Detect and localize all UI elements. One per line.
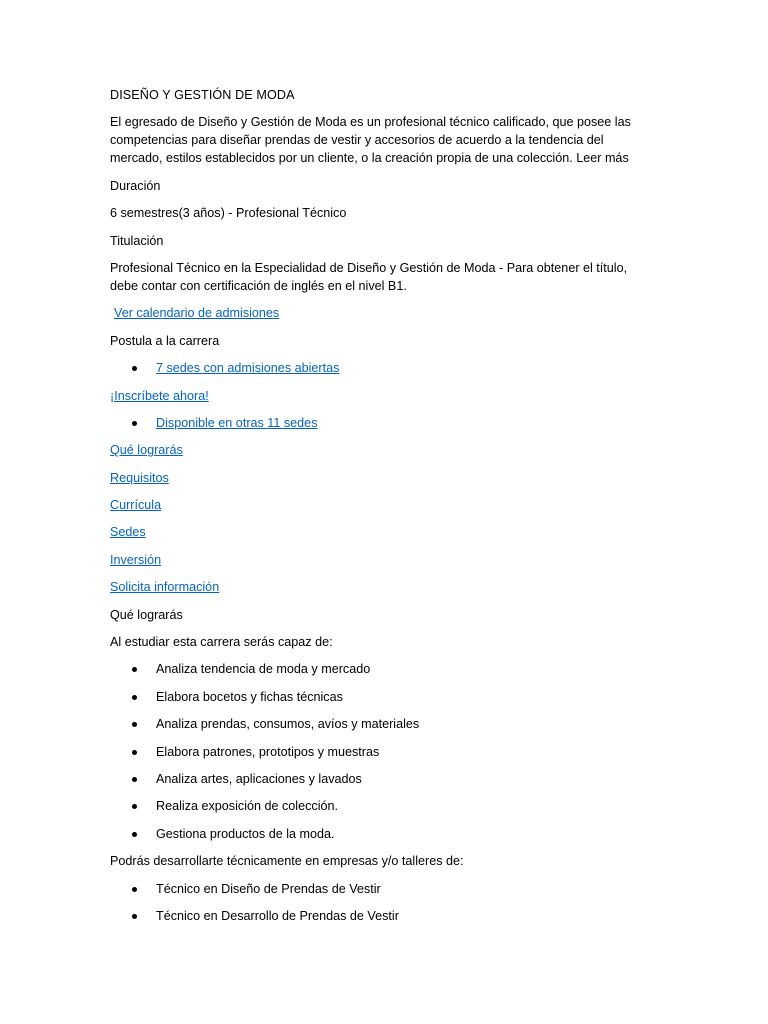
bullet-icon (132, 667, 137, 672)
list-item-text: Gestiona productos de la moda. (156, 826, 335, 841)
titulacion-label: Titulación (110, 233, 164, 248)
list-item (110, 715, 650, 733)
list-item-text: Analiza prendas, consumos, avíos y materiales (156, 717, 420, 732)
capaz-list (110, 660, 650, 842)
list-item (110, 414, 650, 432)
calendario-row (110, 304, 650, 322)
bullet-icon (132, 750, 137, 755)
bullet-icon (132, 804, 137, 809)
list-item (110, 688, 650, 706)
list-item (110, 825, 650, 843)
bullet-icon (132, 722, 137, 727)
list-item-text: Analiza tendencia de moda y mercado (156, 662, 371, 677)
list-item (110, 359, 650, 377)
postula-label: Postula a la carrera (110, 333, 220, 348)
nav-link-que-lograras[interactable]: Qué lograrás (110, 443, 183, 458)
list-item (110, 797, 650, 815)
otras-sedes-link[interactable]: Disponible en otras 11 sedes (156, 415, 318, 430)
bullet-icon (132, 887, 137, 892)
nav-link-inversion[interactable]: Inversión (110, 552, 162, 567)
nav-link-row (110, 551, 650, 569)
nav-link-row (110, 469, 650, 487)
nav-link-sedes[interactable]: Sedes (110, 525, 146, 540)
nav-link-row (110, 523, 650, 541)
calendario-link[interactable]: Ver calendario de admisiones (114, 306, 280, 321)
list-item (110, 660, 650, 678)
nav-link-requisitos[interactable]: Requisitos (110, 470, 169, 485)
desarrollo-intro: Podrás desarrollarte técnicamente en empresas y/o talleres de: (110, 854, 464, 869)
capaz-intro: Al estudiar esta carrera serás capaz de: (110, 635, 333, 650)
sedes-abiertas-link[interactable]: 7 sedes con admisiones abiertas (156, 361, 340, 376)
intro-line: competencias para diseñar prendas de vestir y accesorios de acuerdo a la tendencia del (110, 133, 604, 148)
titulacion-line: Profesional Técnico en la Especialidad de Diseño y Gestión de Moda - Para obtener el título, (110, 260, 628, 275)
document-title: DISEÑO Y GESTIÓN DE MODA (110, 88, 295, 102)
bullet-icon (132, 366, 137, 371)
que-lograras-heading: Qué lograrás (110, 607, 183, 622)
list-item-text: Elabora patrones, prototipos y muestras (156, 744, 380, 759)
titulacion-line: debe contar con certificación de inglés en el nivel B1. (110, 278, 407, 293)
bullet-icon (132, 832, 137, 837)
sedes-abiertas-list (110, 359, 650, 377)
inscribete-row (110, 387, 650, 405)
intro-line: mercado, estilos establecidos por un cliente, o la creación propia de una colección. Leer más (110, 151, 629, 166)
intro-paragraph (110, 113, 650, 167)
list-item-text: Técnico en Diseño de Prendas de Vestir (156, 881, 381, 896)
intro-line: El egresado de Diseño y Gestión de Moda es un profesional técnico calificado, que posee las (110, 115, 631, 130)
bullet-icon (132, 777, 137, 782)
list-item (110, 743, 650, 761)
nav-link-row (110, 496, 650, 514)
nav-link-row (110, 578, 650, 596)
duracion-value: 6 semestres(3 años) - Profesional Técnico (110, 206, 347, 221)
desarrollo-list (110, 880, 650, 925)
list-item-text: Analiza artes, aplicaciones y lavados (156, 771, 362, 786)
titulacion-paragraph (110, 259, 650, 295)
bullet-icon (132, 914, 137, 919)
list-item-text: Realiza exposición de colección. (156, 799, 339, 814)
list-item (110, 770, 650, 788)
inscribete-link[interactable]: ¡Inscríbete ahora! (110, 388, 209, 403)
list-item (110, 880, 650, 898)
nav-link-row (110, 441, 650, 459)
list-item-text: Elabora bocetos y fichas técnicas (156, 689, 343, 704)
duracion-label: Duración (110, 178, 161, 193)
list-item-text: Técnico en Desarrollo de Prendas de Vestir (156, 908, 399, 923)
bullet-icon (132, 695, 137, 700)
bullet-icon (132, 421, 137, 426)
otras-sedes-list (110, 414, 650, 432)
nav-link-curricula[interactable]: Currícula (110, 498, 162, 513)
document-page (110, 86, 650, 934)
nav-link-solicita-informacion[interactable]: Solicita información (110, 580, 220, 595)
list-item (110, 907, 650, 925)
